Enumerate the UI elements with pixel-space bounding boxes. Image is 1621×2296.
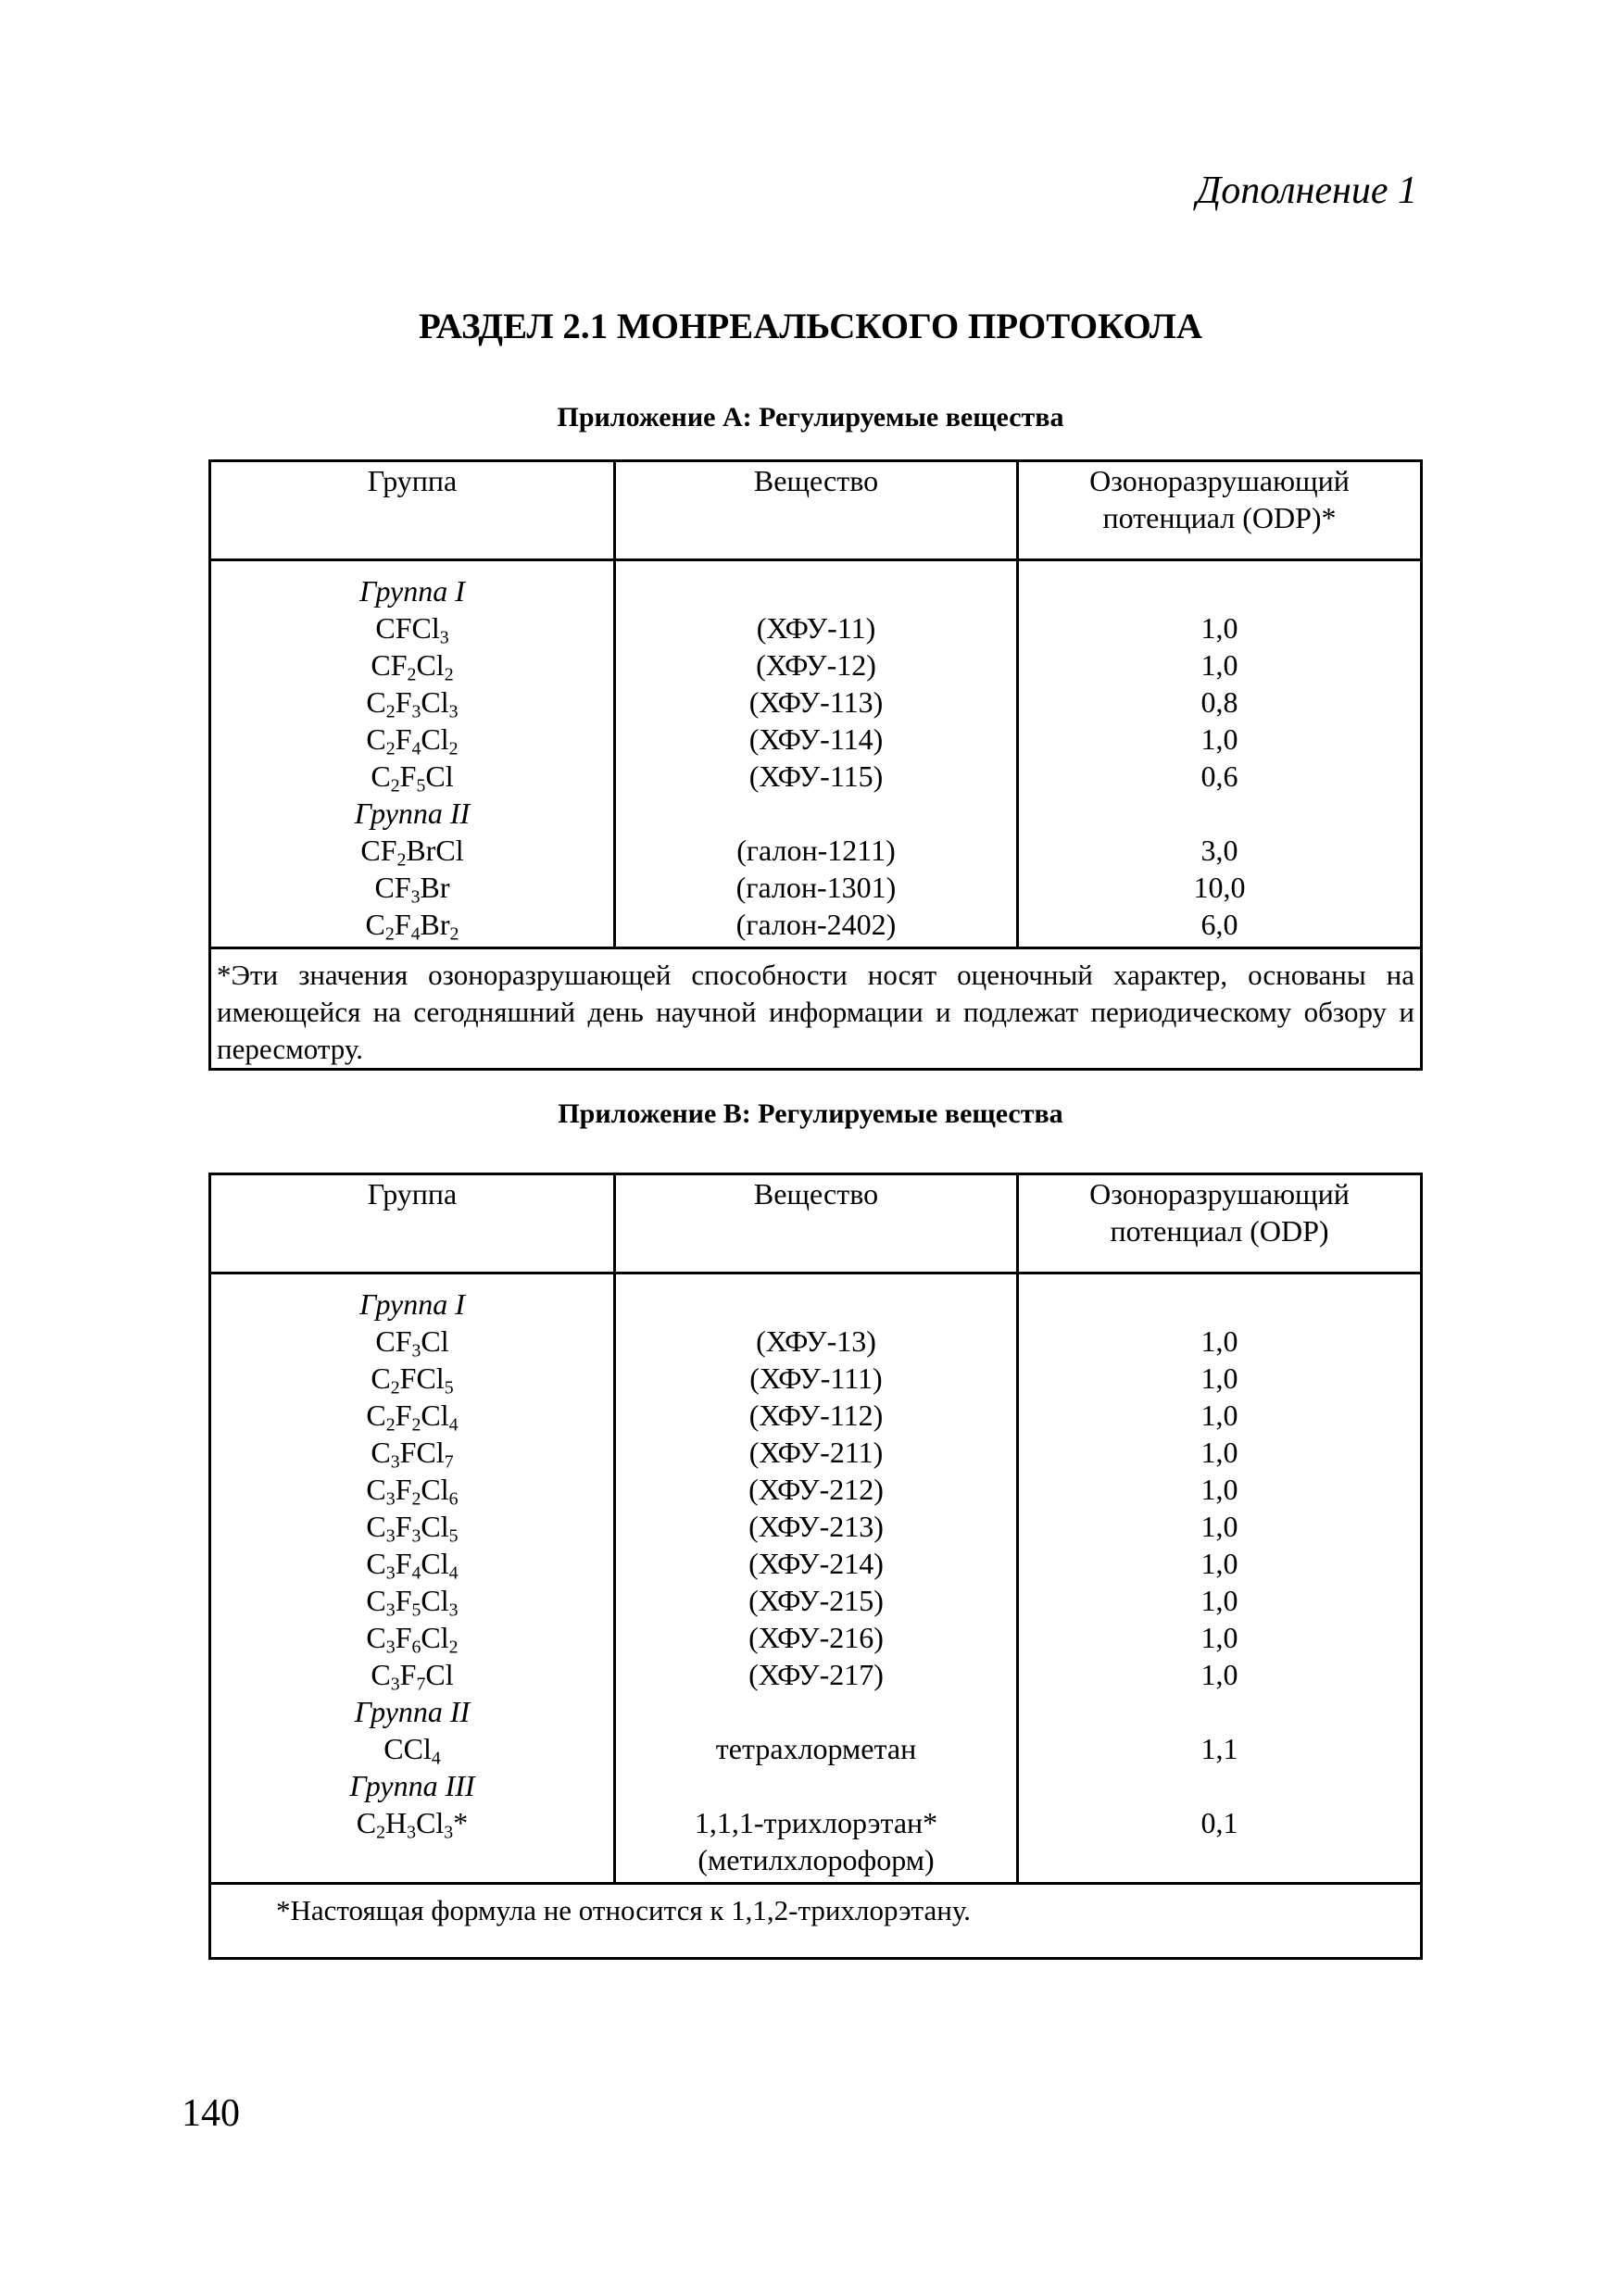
formula — [211, 832, 613, 869]
substance-column — [615, 1273, 1018, 1884]
annex-a-footnote: *Эти значения озоноразрушающей способности носят оценочный характер, основаны на имеющейся на сегодняшний день научной информации и подлежат периодическому обзору и пересмотру. — [210, 948, 1422, 1070]
empty-cell — [616, 572, 1016, 609]
odp-value: 0,8 — [1200, 685, 1238, 719]
substance-name-text: (ХФУ-214) — [748, 1547, 884, 1580]
substance-name — [616, 1545, 1016, 1582]
formula-element: C — [366, 722, 386, 756]
footnote-row — [210, 948, 1422, 1070]
formula-subscript: 3 — [444, 1822, 454, 1843]
formula — [211, 1619, 613, 1656]
formula-element: C — [365, 908, 385, 941]
page-title: РАЗДЕЛ 2.1 МОНРЕАЛЬСКОГО ПРОТОКОЛА — [419, 307, 1202, 346]
substance-name-text: (ХФУ-111) — [749, 1361, 883, 1395]
odp-value: 1,0 — [1200, 611, 1238, 645]
formula-element: Br — [420, 871, 450, 904]
formula-element: Cl — [421, 722, 449, 756]
empty-cell — [1019, 572, 1420, 609]
substance-name-text: (ХФУ-216) — [748, 1621, 884, 1654]
empty-cell — [616, 1286, 1016, 1323]
formula-subscript: 3 — [410, 886, 421, 908]
formula-subscript: 5 — [411, 1600, 421, 1621]
group-label: Группа III — [349, 1769, 475, 1802]
substance-name — [616, 832, 1016, 869]
page-number: 140 — [182, 2092, 240, 2135]
table-body-row — [210, 560, 1422, 948]
formula — [211, 609, 613, 646]
formula-subscript: 2 — [448, 1637, 459, 1658]
formula-subscript: 2 — [385, 738, 396, 759]
annex-a-table — [208, 459, 1423, 1071]
annex-a-caption: Приложение А: Регулируемые вещества — [557, 402, 1064, 433]
odp-column — [1018, 1273, 1422, 1884]
formula-subscript: 5 — [448, 1525, 459, 1547]
header-odp-line1: Озоноразрушающий — [1089, 464, 1350, 497]
formula-element: Cl — [425, 1658, 454, 1691]
formula-subscript: 5 — [444, 1377, 454, 1399]
formula-subscript: 7 — [416, 1674, 426, 1695]
header-substance: Вещество — [615, 461, 1018, 560]
odp-value: 10,0 — [1193, 871, 1246, 904]
formula-subscript: 7 — [444, 1451, 454, 1473]
formula-element: F — [394, 908, 411, 941]
odp-value: 1,0 — [1200, 1361, 1238, 1395]
header-group: Группа — [210, 461, 615, 560]
formula-element: C — [366, 1547, 386, 1580]
formula-subscript: 4 — [431, 1748, 441, 1769]
formula-subscript: 5 — [416, 775, 426, 797]
substance-name-text: (галон-1211) — [736, 834, 896, 867]
formula-subscript: 2 — [411, 1488, 421, 1510]
footnote-row — [210, 1884, 1422, 1959]
formula-element: C — [366, 1399, 386, 1432]
formula-subscript: 2 — [390, 1377, 400, 1399]
formula-element: F — [395, 1547, 412, 1580]
odp-value: 1,0 — [1200, 1584, 1238, 1617]
odp-value: 1,0 — [1200, 1324, 1238, 1358]
substance-name — [616, 1397, 1016, 1434]
substance-name-text: (ХФУ-113) — [748, 685, 884, 719]
formula-subscript: 3 — [411, 1340, 421, 1361]
formula-element: F — [395, 685, 412, 719]
formula-subscript: 2 — [407, 664, 417, 685]
annex-b-footnote: *Настоящая формула не относится к 1,1,2-трихлорэтану. — [210, 1884, 1422, 1959]
header-odp-line2: потенциал (ODP)* — [1102, 501, 1337, 534]
formula-element: F — [395, 722, 412, 756]
formula-element: BrCl — [406, 834, 464, 867]
odp-value: 1,0 — [1200, 1473, 1238, 1506]
header-odp-line1: Озоноразрушающий — [1089, 1177, 1350, 1211]
formula — [211, 1730, 613, 1767]
empty-cell — [1019, 1767, 1420, 1804]
formula-subscript: 6 — [448, 1488, 459, 1510]
substance-name — [616, 721, 1016, 758]
formula-subscript: 4 — [411, 1562, 421, 1584]
formula-element: C — [366, 1584, 386, 1617]
odp-value: 3,0 — [1200, 834, 1238, 867]
substance-name-text: (ХФУ-212) — [748, 1473, 884, 1506]
header-substance: Вещество — [615, 1174, 1018, 1273]
substance-name — [616, 758, 1016, 795]
formula-element: CF — [360, 834, 397, 867]
substance-name-line2: (метилхлороформ) — [697, 1843, 935, 1876]
formula-subscript: 2 — [385, 701, 396, 722]
formula-subscript: 3 — [448, 1600, 459, 1621]
formula — [211, 1508, 613, 1545]
empty-cell — [616, 1693, 1016, 1730]
empty-cell — [616, 795, 1016, 832]
formula-element: Cl — [416, 648, 445, 682]
formula-element: Br — [420, 908, 450, 941]
substance-name — [616, 1471, 1016, 1508]
formula — [211, 1582, 613, 1619]
odp-value: 1,0 — [1200, 1399, 1238, 1432]
formula-element: C — [356, 1806, 377, 1839]
substance-name-text: (ХФУ-215) — [748, 1584, 884, 1617]
substance-column — [615, 560, 1018, 948]
formula-element: H — [385, 1806, 408, 1839]
formula — [211, 758, 613, 795]
formula-element: F — [399, 759, 417, 793]
formula-element: F — [399, 1658, 417, 1691]
formula-subscript: 2 — [385, 1414, 396, 1436]
formula-element: Cl — [421, 1510, 449, 1543]
substance-name — [616, 609, 1016, 646]
formula-subscript: 2 — [376, 1822, 386, 1843]
formula-subscript: 4 — [410, 923, 421, 945]
formula — [211, 721, 613, 758]
formula-element: C — [371, 759, 391, 793]
formula-element: C — [366, 1473, 386, 1506]
formula-subscript: 3 — [439, 627, 449, 648]
substance-name-text: (ХФУ-115) — [748, 759, 884, 793]
formula — [211, 906, 613, 943]
substance-name — [616, 1582, 1016, 1619]
header-odp — [1018, 1174, 1422, 1273]
substance-name — [616, 684, 1016, 721]
odp-value: 1,0 — [1200, 1547, 1238, 1580]
substance-name — [616, 1360, 1016, 1397]
formula-subscript: 3 — [385, 1637, 396, 1658]
odp-value: 1,0 — [1200, 1658, 1238, 1691]
odp-value: 0,1 — [1200, 1806, 1238, 1839]
formula-subscript: 3 — [390, 1674, 400, 1695]
formula-element: Cl — [421, 1547, 449, 1580]
formula-subscript: 6 — [411, 1637, 421, 1658]
formula-subscript: 3 — [390, 1451, 400, 1473]
supplement-label: Дополнение 1 — [1196, 169, 1417, 212]
formula — [211, 1397, 613, 1434]
substance-name — [616, 1619, 1016, 1656]
formula-subscript: 3 — [385, 1562, 396, 1584]
formula-element: CCl — [383, 1732, 432, 1765]
formula-element: Cl — [425, 759, 454, 793]
formula-subscript: 2 — [411, 1414, 421, 1436]
formula-element: C — [366, 1621, 386, 1654]
substance-name-text: (ХФУ-211) — [748, 1436, 884, 1469]
formula-element: C — [371, 1361, 391, 1395]
substance-name-text: (ХФУ-13) — [756, 1324, 876, 1358]
formula — [211, 1323, 613, 1360]
substance-name-text: (ХФУ-12) — [756, 648, 876, 682]
formula-subscript: 2 — [390, 775, 400, 797]
substance-name-text: тетрахлорметан — [715, 1732, 917, 1765]
formula — [211, 1360, 613, 1397]
substance-name — [616, 1656, 1016, 1693]
formula — [211, 684, 613, 721]
annex-b-caption: Приложение В: Регулируемые вещества — [558, 1098, 1063, 1129]
formula-element: Cl — [421, 1584, 449, 1617]
substance-name-text: (галон-1301) — [735, 871, 897, 904]
substance-name — [616, 906, 1016, 943]
formula — [211, 1434, 613, 1471]
formula-element: CF — [375, 1324, 412, 1358]
formula-element: Cl — [421, 1621, 449, 1654]
formula-subscript: 2 — [444, 664, 454, 685]
formula-subscript: 3 — [411, 701, 421, 722]
header-odp — [1018, 461, 1422, 560]
formula-element: Cl — [421, 1324, 449, 1358]
substance-name — [616, 1804, 1016, 1878]
odp-value: 1,1 — [1200, 1732, 1238, 1765]
empty-cell — [1019, 1286, 1420, 1323]
odp-value: 6,0 — [1200, 908, 1238, 941]
annex-b-table — [208, 1173, 1423, 1960]
formula-element: * — [453, 1806, 469, 1839]
formula-subscript: 3 — [411, 1525, 421, 1547]
table-header-row — [210, 1174, 1422, 1273]
substance-name — [616, 1323, 1016, 1360]
substance-name-text: (ХФУ-114) — [748, 722, 884, 756]
formula-subscript: 3 — [407, 1822, 417, 1843]
header-odp-line2: потенциал (ODP) — [1110, 1214, 1329, 1248]
substance-name-text: (галон-2402) — [735, 908, 897, 941]
odp-column — [1018, 560, 1422, 948]
formula — [211, 1545, 613, 1582]
odp-value: 1,0 — [1200, 1621, 1238, 1654]
formula — [211, 869, 613, 906]
formula-element: Cl — [416, 1806, 445, 1839]
formula-subscript: 4 — [411, 738, 421, 759]
substance-name — [616, 1730, 1016, 1767]
group-label: Группа II — [354, 1695, 471, 1728]
formula-element: CFCl — [375, 611, 440, 645]
formula-element: FCl — [399, 1361, 445, 1395]
odp-value: 1,0 — [1200, 722, 1238, 756]
substance-name — [616, 1434, 1016, 1471]
table-body-row — [210, 1273, 1422, 1884]
formula-element: F — [395, 1473, 412, 1506]
formula — [211, 646, 613, 684]
formula — [211, 1804, 613, 1878]
table-header-row — [210, 461, 1422, 560]
formula-element: F — [395, 1399, 412, 1432]
formula-subscript: 4 — [448, 1562, 459, 1584]
substance-name — [616, 646, 1016, 684]
group-column — [210, 1273, 615, 1884]
odp-value: 1,0 — [1200, 1510, 1238, 1543]
formula-subscript: 2 — [448, 738, 459, 759]
formula — [211, 1656, 613, 1693]
substance-name — [616, 869, 1016, 906]
substance-name-text: (ХФУ-11) — [756, 611, 876, 645]
formula-element: F — [395, 1510, 412, 1543]
substance-name — [616, 1508, 1016, 1545]
formula-element: C — [366, 685, 386, 719]
formula-element: FCl — [399, 1436, 445, 1469]
formula-element: C — [371, 1436, 391, 1469]
formula-element: CF — [374, 871, 411, 904]
formula-element: C — [366, 1510, 386, 1543]
empty-cell — [1019, 795, 1420, 832]
formula-element: F — [395, 1621, 412, 1654]
formula-element: Cl — [421, 1473, 449, 1506]
formula-element: F — [395, 1584, 412, 1617]
group-label: Группа II — [354, 797, 471, 830]
formula-element: Cl — [421, 685, 449, 719]
formula-subscript: 4 — [448, 1414, 459, 1436]
odp-value: 0,6 — [1200, 759, 1238, 793]
substance-name-text: (ХФУ-217) — [748, 1658, 884, 1691]
substance-name-text: (ХФУ-112) — [748, 1399, 884, 1432]
formula-subscript: 3 — [448, 701, 459, 722]
formula-subscript: 2 — [449, 923, 459, 945]
formula-subscript: 3 — [385, 1525, 396, 1547]
group-label: Группа I — [359, 574, 465, 608]
formula-subscript: 3 — [385, 1600, 396, 1621]
odp-value: 1,0 — [1200, 1436, 1238, 1469]
formula-subscript: 2 — [396, 849, 407, 871]
formula-subscript: 2 — [384, 923, 395, 945]
formula — [211, 1471, 613, 1508]
odp-value: 1,0 — [1200, 648, 1238, 682]
formula-element: C — [371, 1658, 391, 1691]
formula-element: Cl — [421, 1399, 449, 1432]
substance-name-text: (ХФУ-213) — [748, 1510, 884, 1543]
empty-cell — [1019, 1693, 1420, 1730]
formula-subscript: 3 — [385, 1488, 396, 1510]
group-column — [210, 560, 615, 948]
empty-cell — [616, 1767, 1016, 1804]
formula-element: CF — [371, 648, 408, 682]
group-label: Группа I — [359, 1287, 465, 1321]
substance-name-text: 1,1,1-трихлорэтан* — [694, 1806, 938, 1839]
header-group: Группа — [210, 1174, 615, 1273]
